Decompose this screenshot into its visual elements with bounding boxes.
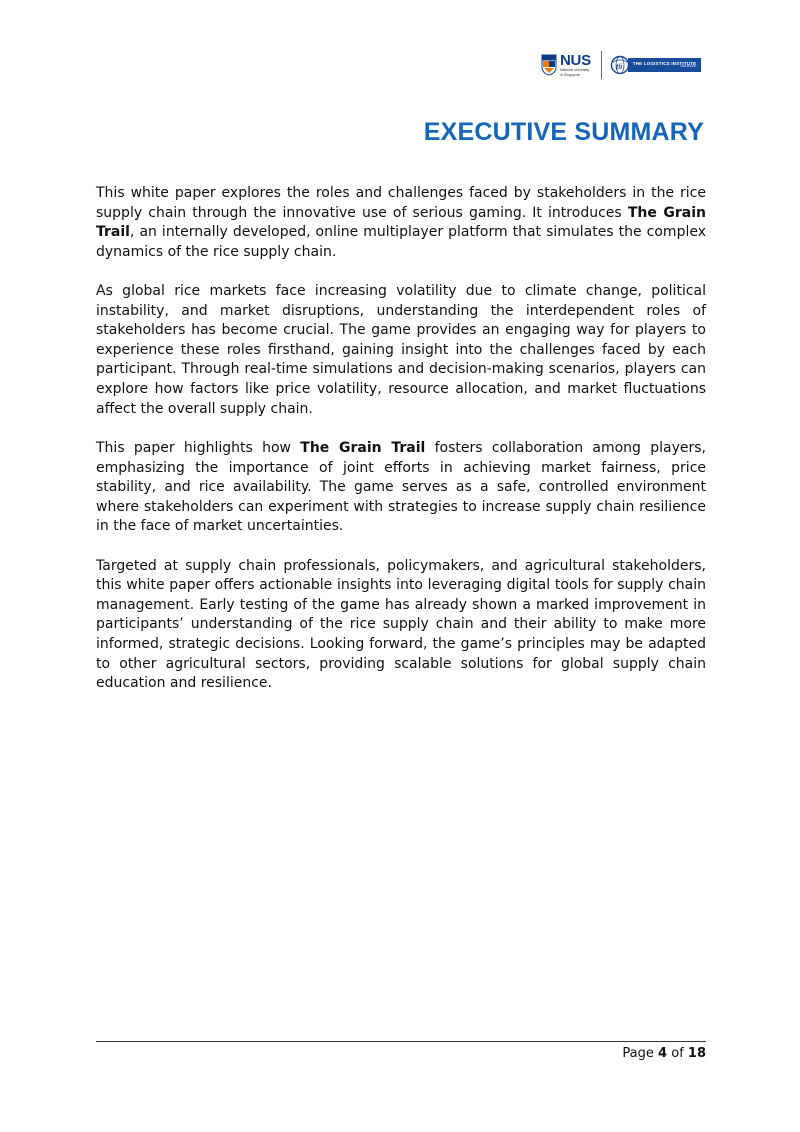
- current-page: 4: [658, 1046, 668, 1061]
- page-title: EXECUTIVE SUMMARY: [423, 118, 704, 146]
- paragraph-audience: Targeted at supply chain professionals, policymakers, and agricultural stakeholders, this white paper offers actionable insights into leveraging digital tools for supply chain management. Early testing of the game has already shown a marked improvement in participants’ understanding of the rice supply chain and their ability to make more informed, strategic decisions. Looking forward, the game’s principles may be adapted to other agricultural sectors, providing scalable solutions for global supply chain education and resilience.: [96, 557, 706, 692]
- tli-tagline: ASIA PACIFIC: [680, 65, 697, 68]
- paragraph-collaboration-text-after: fosters collaboration among players, emphasizing the importance of joint efforts in achieving market fairness, price stability, and rice availability. The game serves as a safe, controlled environment where stakeholders can experiment with strategies to increase supply chain resilience in the face of market uncertainties.: [96, 439, 706, 535]
- tli-globe-icon: [610, 55, 630, 75]
- tli-logo: [610, 56, 702, 74]
- nus-logo: [541, 53, 591, 78]
- paragraph-collaboration: [96, 439, 706, 537]
- game-name-emphasis: The Grain Trail: [300, 439, 426, 456]
- nus-subtitle-line2: of Singapore: [560, 72, 580, 77]
- header-logos: [541, 48, 704, 82]
- page-label: Page: [622, 1046, 654, 1061]
- nus-crest-icon: [541, 54, 557, 76]
- paragraph-intro-text-before: This white paper explores the roles and challenges faced by stakeholders in the rice supply chain through the innovative use of serious gaming. It introduces: [96, 185, 706, 221]
- nus-subtitle-line1: National University: [560, 67, 590, 72]
- paragraph-market-context: As global rice markets face increasing volatility due to climate change, political instability, and market disruptions, understanding the interdependent roles of stakeholders has become crucial. The game provides an engaging way for players to experience these roles firsthand, gaining insight into the challenges faced by each participant. Through real-time simulations and decision-making scenarios, players can explore how factors like price volatility, resource allocation, and market fluctuations affect the overall supply chain.: [96, 283, 706, 417]
- nus-wordmark: [560, 53, 591, 78]
- paragraph-intro: [96, 184, 706, 262]
- paragraph-collaboration-text-before: This paper highlights how: [96, 439, 301, 456]
- logo-divider: [601, 51, 602, 79]
- game-name-emphasis: The Grain Trail: [96, 204, 706, 241]
- paragraph-intro-text-after: , an internally developed, online multiplayer platform that simulates the complex dynamics of the rice supply chain.: [96, 224, 706, 260]
- footer-divider: [96, 1041, 706, 1042]
- document-body: [96, 184, 706, 713]
- page-number: [622, 1046, 706, 1061]
- tli-name-bar: [628, 58, 702, 72]
- of-label: of: [671, 1046, 684, 1061]
- nus-wordmark-text: NUS: [560, 51, 591, 69]
- tli-name: THE LOGISTICS INSTITUTE: [632, 60, 697, 66]
- total-pages: 18: [687, 1046, 706, 1061]
- svg-text:tli: tli: [615, 64, 623, 71]
